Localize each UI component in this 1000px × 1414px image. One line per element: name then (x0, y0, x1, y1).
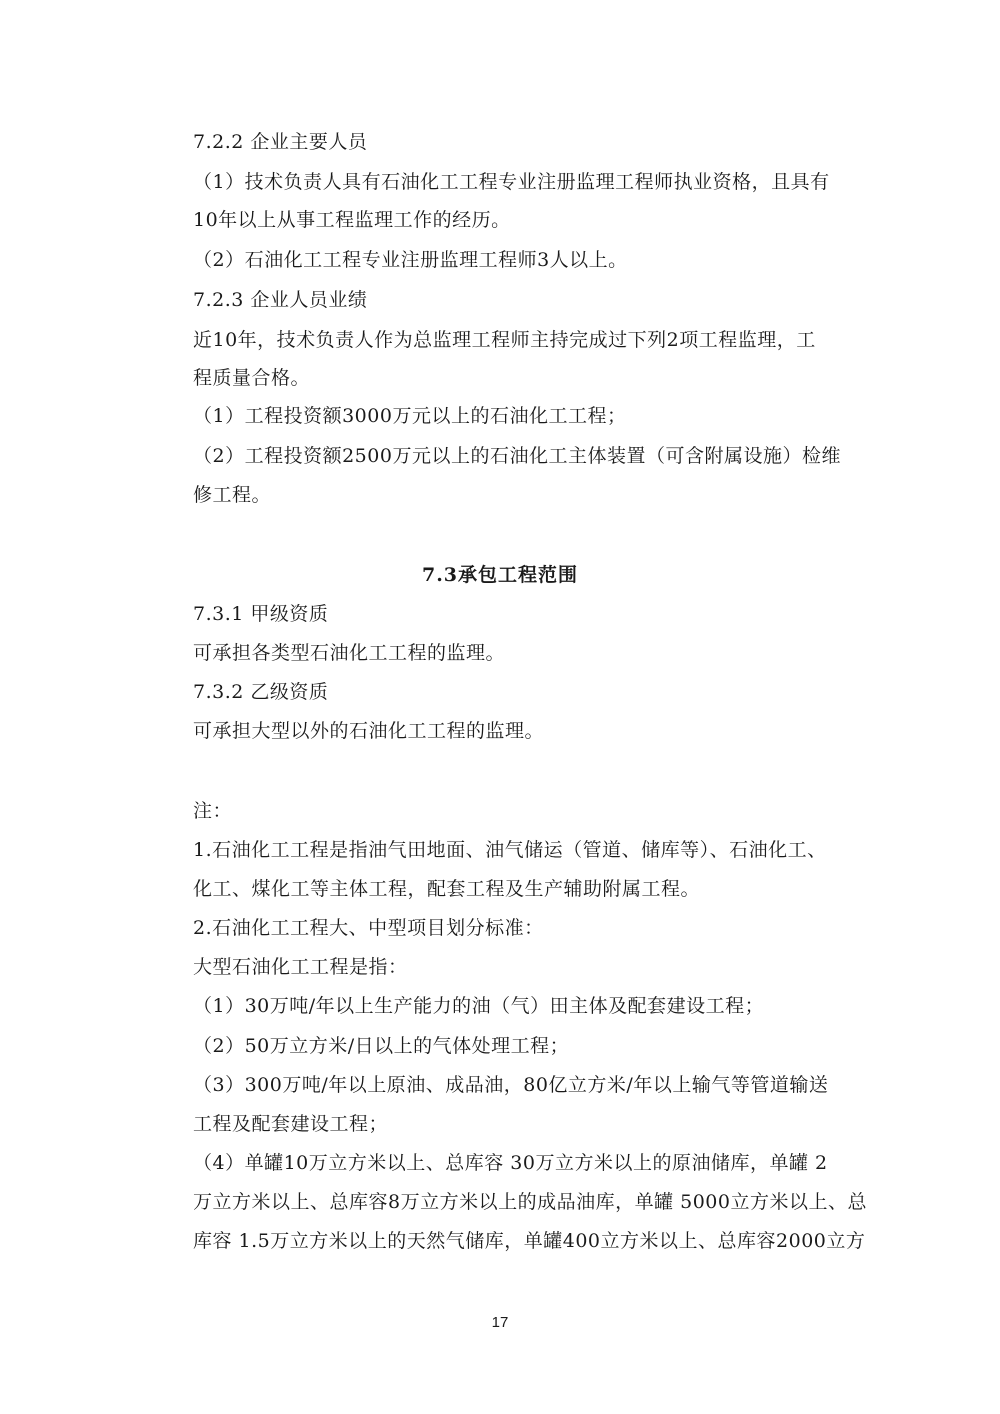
section-722-item1-line1: （1）技术负责人具有石油化工工程专业注册监理工程师执业资格，且具有 (193, 171, 830, 193)
section-732-text: 可承担大型以外的石油化工工程的监理。 (193, 720, 545, 742)
large-intro: 大型石油化工工程是指： (193, 956, 408, 978)
section-73-heading: 7.3承包工程范围 (421, 564, 579, 586)
large-item4-line2: 万立方米以上、总库容8万立方米以上的成品油库，单罐 5000立方米以上、总 (193, 1191, 867, 1213)
section-723-item2-line1: （2）工程投资额2500万元以上的石油化工主体装置（可含附属设施）检维 (193, 445, 841, 467)
note1-line2: 化工、煤化工等主体工程，配套工程及生产辅助附属工程。 (193, 878, 701, 900)
section-731-text: 可承担各类型石油化工工程的监理。 (193, 642, 506, 664)
large-item4-line3: 库容 1.5万立方米以上的天然气储库，单罐400立方米以上、总库容2000立方 (193, 1230, 866, 1252)
page-number: 17 (491, 1314, 509, 1331)
section-723-item1: （1）工程投资额3000万元以上的石油化工工程； (193, 405, 627, 427)
note1-line1: 1.石油化工工程是指油气田地面、油气储运（管道、储库等）、石油化工、 (193, 839, 827, 861)
section-722-title: 7.2.2 企业主要人员 (193, 131, 368, 153)
large-item3-line1: （3）300万吨/年以上原油、成品油，80亿立方米/年以上输气等管道输送 (193, 1074, 829, 1096)
large-item2: （2）50万立方米/日以上的气体处理工程； (193, 1035, 570, 1057)
section-732-title: 7.3.2 乙级资质 (193, 681, 329, 703)
section-722-item2: （2）石油化工工程专业注册监理工程师3人以上。 (193, 249, 628, 271)
large-item4-line1: （4）单罐10万立方米以上、总库容 30万立方米以上的原油储库，单罐 2 (193, 1152, 828, 1174)
section-723-title: 7.2.3 企业人员业绩 (193, 289, 368, 311)
note2: 2.石油化工工程大、中型项目划分标准： (193, 917, 544, 939)
notes-label: 注： (193, 800, 233, 822)
section-731-title: 7.3.1 甲级资质 (193, 603, 329, 625)
section-723-intro-line2: 程质量合格。 (193, 367, 311, 389)
large-item1: （1）30万吨/年以上生产能力的油（气）田主体及配套建设工程； (193, 995, 765, 1017)
section-723-intro-line1: 近10年，技术负责人作为总监理工程师主持完成过下列2项工程监理，工 (193, 329, 816, 351)
section-722-item1-line2: 10年以上从事工程监理工作的经历。 (193, 209, 511, 231)
section-723-item2-line2: 修工程。 (193, 484, 272, 506)
large-item3-line2: 工程及配套建设工程； (193, 1113, 389, 1135)
